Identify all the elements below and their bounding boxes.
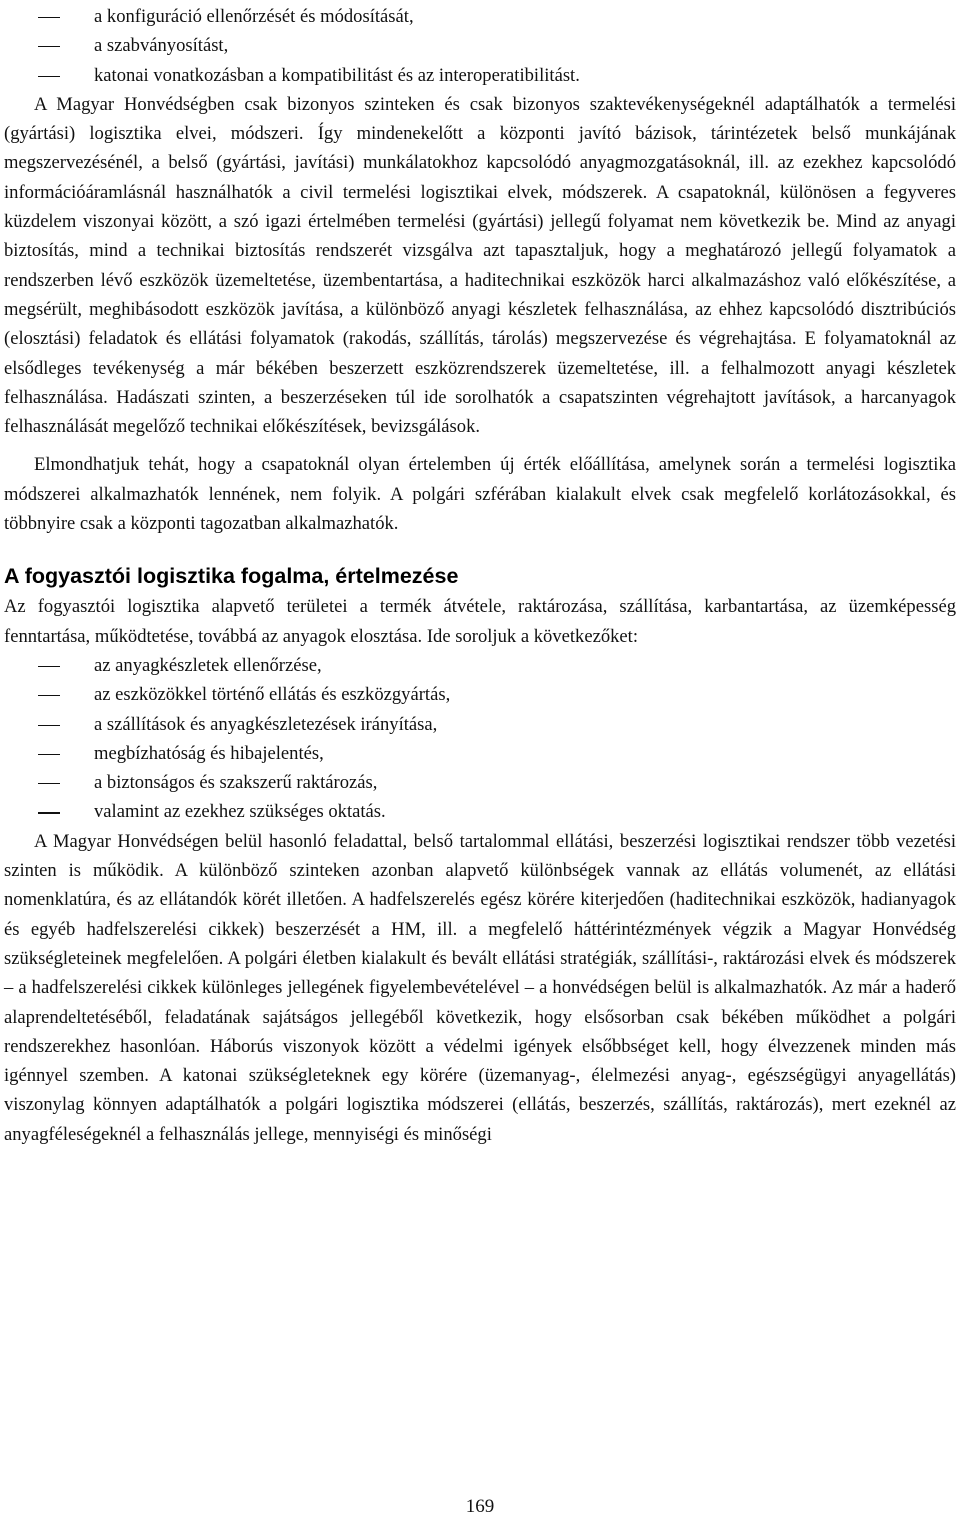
dash-bullet-icon (38, 666, 60, 667)
page-number: 169 (465, 1496, 495, 1517)
list-item: megbízhatóság és hibajelentés, (4, 739, 956, 768)
dash-bullet-icon (38, 783, 60, 784)
list-item: a biztonságos és szakszerű raktározás, (4, 768, 956, 797)
section-heading: A fogyasztói logisztika fogalma, értelmezése (4, 564, 459, 589)
dash-bullet-icon (38, 17, 60, 18)
dash-bullet-icon (38, 76, 60, 77)
dash-bullet-icon (38, 46, 60, 47)
list-item: valamint az ezekhez szükséges oktatás. (4, 797, 956, 826)
paragraph-consumer-logistics-intro: Az fogyasztói logisztika alapvető területei a termék átvétele, raktározása, szállítása, karbantartása, az üzemképesség fenntartása, működtetése, továbbá az anyagok elosztása. Ide soroljuk a következőket: (4, 596, 956, 647)
dash-bullet-icon (38, 812, 60, 813)
paragraph-hungarian-defence-supply: A Magyar Honvédségen belül hasonló feladattal, belső tartalommal ellátási, beszerzési logisztikai rendszer több vezetési szinten is működik. A különböző szinteken azonban alapvető különbségek vannak az ellátás volumenét, az ellátási nomenklatúra, és az ellátandók körét illetően. A hadfelszerelés egész körére kiterjedően (haditechnikai eszközök, hadianyagok és egyéb hadfelszerelési cikkek) beszerzését a HM, ill. a megfelelő háttérintézmények végzik a Magyar Honvédség szükségleteinek megfelelően. A polgári életben kialakult és bevált ellátási stratégiák, szállítási-, raktározási elvek és módszerek – a hadfelszerelési cikkek különleges jellegének figyelembevételével – a honvédségen belül is alkalmazhatók. Az már a haderő alaprendeltetéséből, feladatának sajátságos jellegéből következik, hogy elsősorban csak békében működhet a polgári rendszerekhez hasonlóan. Háborús viszonyok között a védelmi igények elsőbbséget kell, hogy élvezzenek minden más igénnyel szemben. A katonai szükségleteknek egy körére (üzemanyag-, élelmezési anyag-, egészségügyi anyagellátás) viszonylag könnyen adaptálhatók a polgári logisztika módszerei (ellátás, beszerzés, szállítás, raktározás), mert ezeknél az anyagféleségeknél a felhasználás jellege, mennyiségi és minőségi (4, 830, 956, 1145)
list-item: a szabványosítást, (4, 31, 956, 60)
list-item: az eszközökkel történő ellátás és eszközgyártás, (4, 680, 956, 709)
paragraph-production-logistics: A Magyar Honvédségben csak bizonyos szinteken és csak bizonyos szaktevékenységeknél adaptálhatók a termelési (gyártási) logisztika elvei, módszeri. Így mindenekelőtt a központi javító bázisok, tárintézetek belső munkájának megszervezésénél, a belső (gyártási, javítási) munkálatokhoz kapcsolódó anyagmozgatásoknál, ill. az ezekhez kapcsolódó információáramlásnál használhatók a civil termelési logisztikai elvek, módszerek. A csapatoknál, különösen a fegyveres küzdelem viszonyai között, a szó igazi értelmében termelési (gyártási) jellegű folyamat nem következik be. Mind az anyagi biztosítás, mind a technikai biztosítás rendszerét vizsgálva azt tapasztaljuk, hogy a meghatározó jellegű folyamatok a rendszerben lévő eszközök üzemeltetése, üzembentartása, a haditechnikai eszközök harci alkalmazáshoz való előkészítése, a megsérült, meghibásodott eszközök javítása, a különböző anyagi készletek felhasználása, az ehhez kapcsolódó disztribúciós (elosztási) feladatok és ellátási folyamatok (rakodás, szállítás, tárolás) megszervezése és végrehajtása. E folyamatoknál az elsődleges tevékenység a már békében beszerzett eszközrendszerek üzemeltetése, ill. a felhalmozott anyagi készletek felhasználása. Hadászati szinten, a beszerzéseken túl ide sorolhatók a csapatszinten végrehajtott javítások, a harcanyagok felhasználását megelőző technikai előkészítések, bevizsgálások. (4, 93, 956, 438)
list-item: katonai vonatkozásban a kompatibilitást és az interoperatibilitást. (4, 61, 956, 90)
dash-bullet-icon (38, 695, 60, 696)
paragraph-conclusion: Elmondhatjuk tehát, hogy a csapatoknál olyan értelemben új érték előállítása, amelynek során a termelési logisztika módszerei alkalmazhatók lennének, nem folyik. A polgári szférában kialakult elvek csak megfelelő korlátozásokkal, és többnyire csak a központi tagozatban alkalmazhatók. (4, 454, 956, 535)
dash-bullet-icon (38, 725, 60, 726)
top-dash-list (4, 2, 956, 90)
list-item: a szállítások és anyagkészletezések irányítása, (4, 710, 956, 739)
consumer-logistics-dash-list (4, 651, 956, 827)
document-page (4, 2, 956, 1149)
dash-bullet-icon (38, 754, 60, 755)
list-item: a konfiguráció ellenőrzését és módosítását, (4, 2, 956, 31)
list-item: az anyagkészletek ellenőrzése, (4, 651, 956, 680)
